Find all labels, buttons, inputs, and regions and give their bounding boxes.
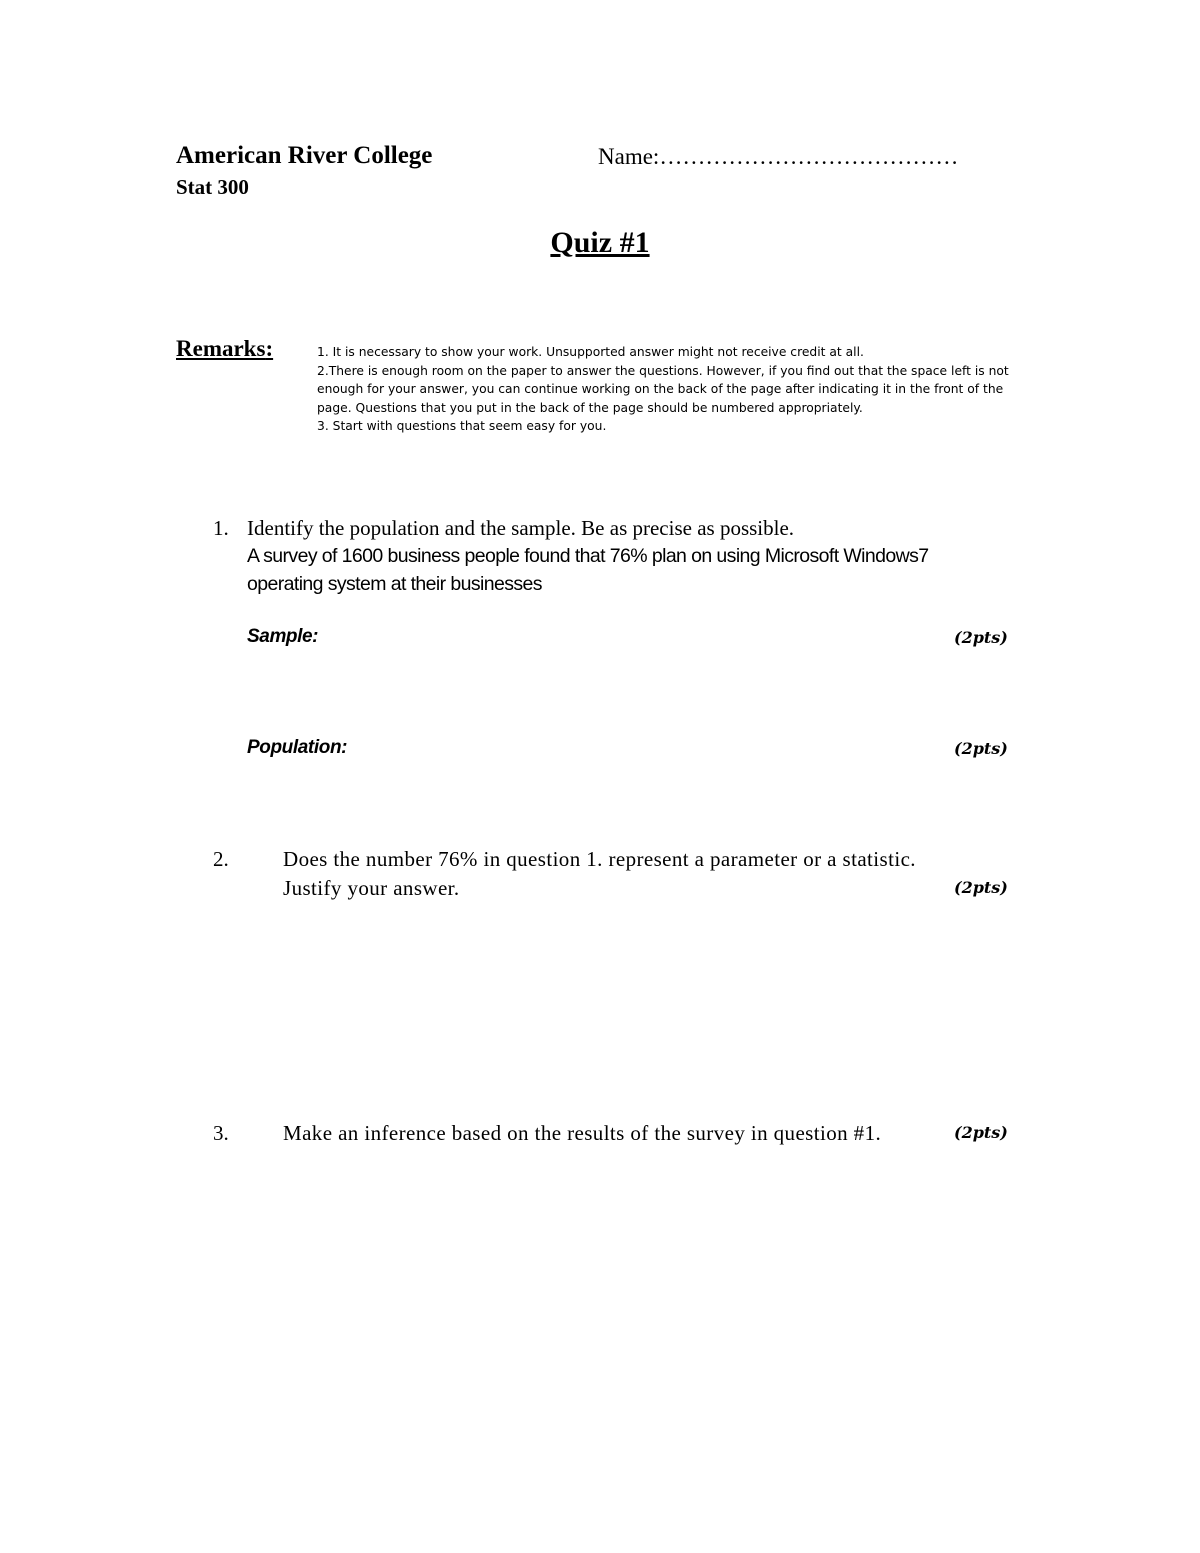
remarks-line: 3. Start with questions that seem easy for you. <box>317 419 607 434</box>
name-field <box>598 144 958 170</box>
population-points: (2pts) <box>954 739 1008 758</box>
sample-label: Sample: <box>247 626 319 647</box>
college-name: American River College <box>176 142 433 169</box>
page-title: Quiz #1 <box>550 226 650 259</box>
question-1-prompt: Identify the population and the sample. Be as precise as possible. <box>247 516 795 540</box>
remarks-label: Remarks <box>176 336 266 361</box>
question-1-number: 1. <box>213 516 229 540</box>
question-3-number: 3. <box>213 1121 229 1145</box>
question-2-line: Justify your answer. <box>283 876 460 900</box>
question-3-text: Make an inference based on the results of the survey in question #1. <box>283 1121 882 1145</box>
name-label: Name: <box>598 144 660 169</box>
remarks-line: 2.There is enough room on the paper to answer the questions. However, if you find out that the space left is not <box>317 363 1009 378</box>
remarks-line: enough for your answer, you can continue working on the back of the page after indicating it in the front of the <box>317 382 1004 397</box>
question-2-points: (2pts) <box>954 878 1008 897</box>
question-2-line: Does the number 76% in question 1. represent a parameter or a statistic. <box>283 847 916 871</box>
remarks-line: 1. It is necessary to show your work. Unsupported answer might not receive credit at all. <box>317 345 864 359</box>
name-blank-line: ………………………………… <box>659 144 959 169</box>
course-name: Stat 300 <box>176 175 249 199</box>
remarks-line: page. Questions that you put in the back of the page should be numbered appropriately. <box>317 400 863 415</box>
question-2-number: 2. <box>213 847 229 871</box>
sample-points: (2pts) <box>954 628 1008 647</box>
question-1-body-line: A survey of 1600 business people found that 76% plan on using Microsoft Windows7 <box>247 545 929 567</box>
question-3-points: (2pts) <box>954 1123 1008 1142</box>
question-1-body-line: operating system at their businesses <box>247 573 542 595</box>
remarks-heading <box>176 336 273 362</box>
remarks-colon: : <box>265 336 274 361</box>
population-label: Population: <box>247 737 348 758</box>
remarks-list <box>317 343 1023 436</box>
